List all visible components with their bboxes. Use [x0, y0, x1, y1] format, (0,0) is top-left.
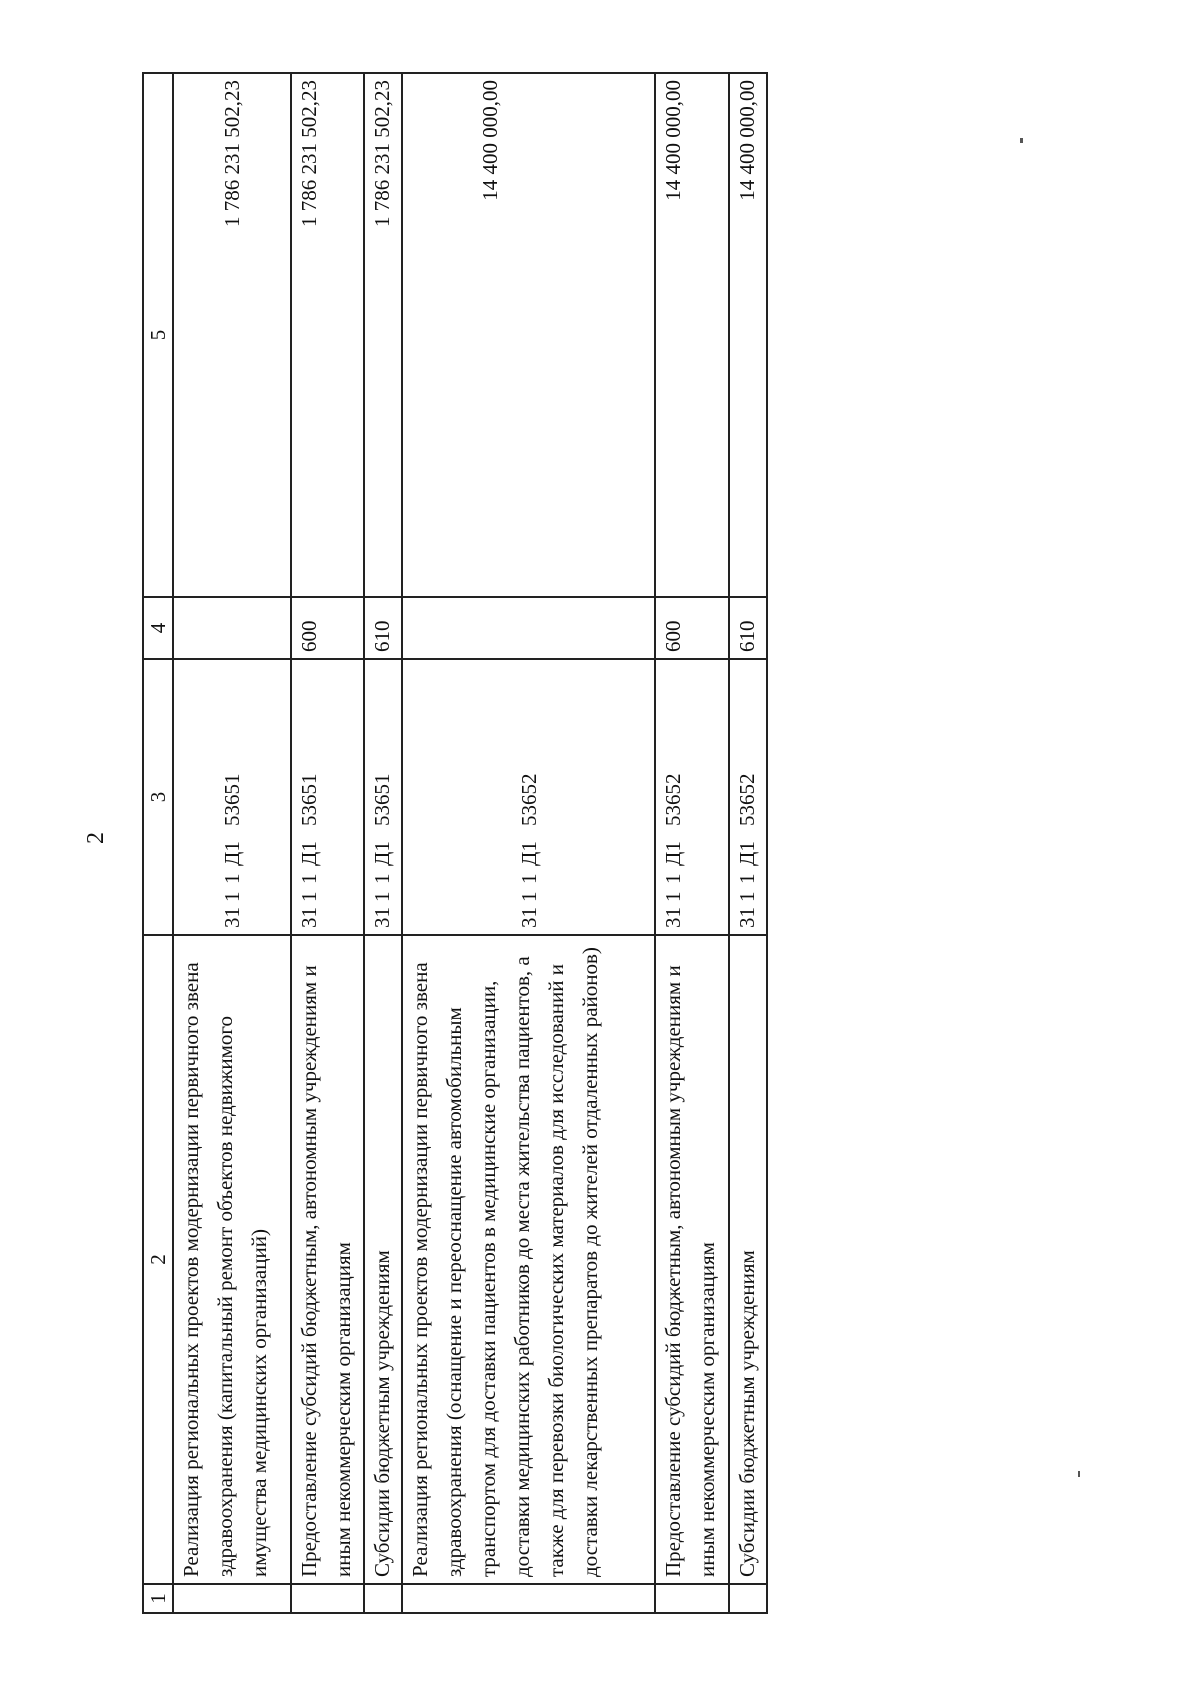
code-part: 31	[661, 907, 686, 928]
code-part: 1	[296, 891, 321, 902]
cell-description: Реализация региональных проектов модернизации первичного звена здравоохранения (капитальный ремонт объектов недвижимого имущества медицинских организаций)	[173, 935, 291, 1584]
table-row	[291, 73, 365, 1613]
code-part: Д1	[296, 841, 321, 866]
cell-col1	[655, 1584, 729, 1613]
code-part: 1	[516, 873, 541, 884]
cell-type: 600	[655, 597, 729, 659]
cell-code	[291, 659, 365, 935]
cell-code	[402, 659, 655, 935]
code-part: 53652	[661, 773, 686, 826]
cell-code	[655, 659, 729, 935]
table-row	[729, 73, 767, 1613]
rotated-table-wrapper	[142, 74, 768, 1614]
code-part: 53652	[516, 773, 541, 826]
code-part: 1	[370, 873, 395, 884]
header-col-1: 1	[143, 1584, 173, 1613]
cell-type	[402, 597, 655, 659]
cell-description: Предоставление субсидий бюджетным, автономным учреждениям и иным некоммерческим организациям	[291, 935, 365, 1584]
cell-code	[173, 659, 291, 935]
budget-table-body	[143, 73, 767, 1613]
header-col-5: 5	[143, 73, 173, 597]
code-part: 1	[370, 891, 395, 902]
code-part: 53651	[296, 773, 321, 826]
cell-amount: 14 400 000,00	[655, 73, 729, 597]
code-part: 1	[296, 873, 321, 884]
code-part: 53651	[219, 773, 244, 826]
cell-col1	[173, 1584, 291, 1613]
code-part: 31	[516, 907, 541, 928]
cell-col1	[402, 1584, 655, 1613]
cell-type: 610	[729, 597, 767, 659]
cell-code	[364, 659, 402, 935]
code-part: 1	[735, 891, 760, 902]
cell-description: Субсидии бюджетным учреждениям	[364, 935, 402, 1584]
code-part: 31	[296, 907, 321, 928]
budget-table	[142, 72, 768, 1614]
code-part: 1	[661, 891, 686, 902]
code-part: 1	[735, 873, 760, 884]
scan-speck	[1078, 1471, 1080, 1477]
code-part: Д1	[661, 841, 686, 866]
code-part: 31	[219, 907, 244, 928]
cell-description: Предоставление субсидий бюджетным, автономным учреждениям и иным некоммерческим организациям	[655, 935, 729, 1584]
scan-speck	[1020, 138, 1023, 143]
code-part: Д1	[735, 841, 760, 866]
cell-amount: 14 400 000,00	[402, 73, 655, 597]
table-row	[402, 73, 655, 1613]
cell-col1	[291, 1584, 365, 1613]
table-row	[173, 73, 291, 1613]
table-row	[655, 73, 729, 1613]
code-part: 1	[516, 891, 541, 902]
cell-col1	[364, 1584, 402, 1613]
cell-amount: 14 400 000,00	[729, 73, 767, 597]
code-part: 1	[219, 873, 244, 884]
code-part: 31	[735, 907, 760, 928]
code-part: 31	[370, 907, 395, 928]
cell-type: 600	[291, 597, 365, 659]
code-part: 53651	[370, 773, 395, 826]
cell-description: Субсидии бюджетным учреждениям	[729, 935, 767, 1584]
header-col-2: 2	[143, 935, 173, 1584]
header-col-4: 4	[143, 597, 173, 659]
header-col-3: 3	[143, 659, 173, 935]
table-header-row	[143, 73, 173, 1613]
cell-description: Реализация региональных проектов модернизации первичного звена здравоохранения (оснащение и переоснащение автомобильным транспортом для доставки пациентов в медицинские организации, доставки медицинских работников до места жительства пациентов, а также для перевозки биологических материалов для исследований и доставки лекарственных препаратов до жителей отдаленных районов)	[402, 935, 655, 1584]
code-part: 1	[661, 873, 686, 884]
code-part: 1	[219, 891, 244, 902]
cell-type: 610	[364, 597, 402, 659]
cell-type	[173, 597, 291, 659]
code-part: 53652	[735, 773, 760, 826]
code-part: Д1	[370, 841, 395, 866]
cell-amount: 1 786 231 502,23	[364, 73, 402, 597]
page-number: 2	[83, 832, 109, 844]
cell-code	[729, 659, 767, 935]
code-part: Д1	[516, 841, 541, 866]
table-row	[364, 73, 402, 1613]
cell-amount: 1 786 231 502,23	[291, 73, 365, 597]
cell-amount: 1 786 231 502,23	[173, 73, 291, 597]
cell-col1	[729, 1584, 767, 1613]
code-part: Д1	[219, 841, 244, 866]
